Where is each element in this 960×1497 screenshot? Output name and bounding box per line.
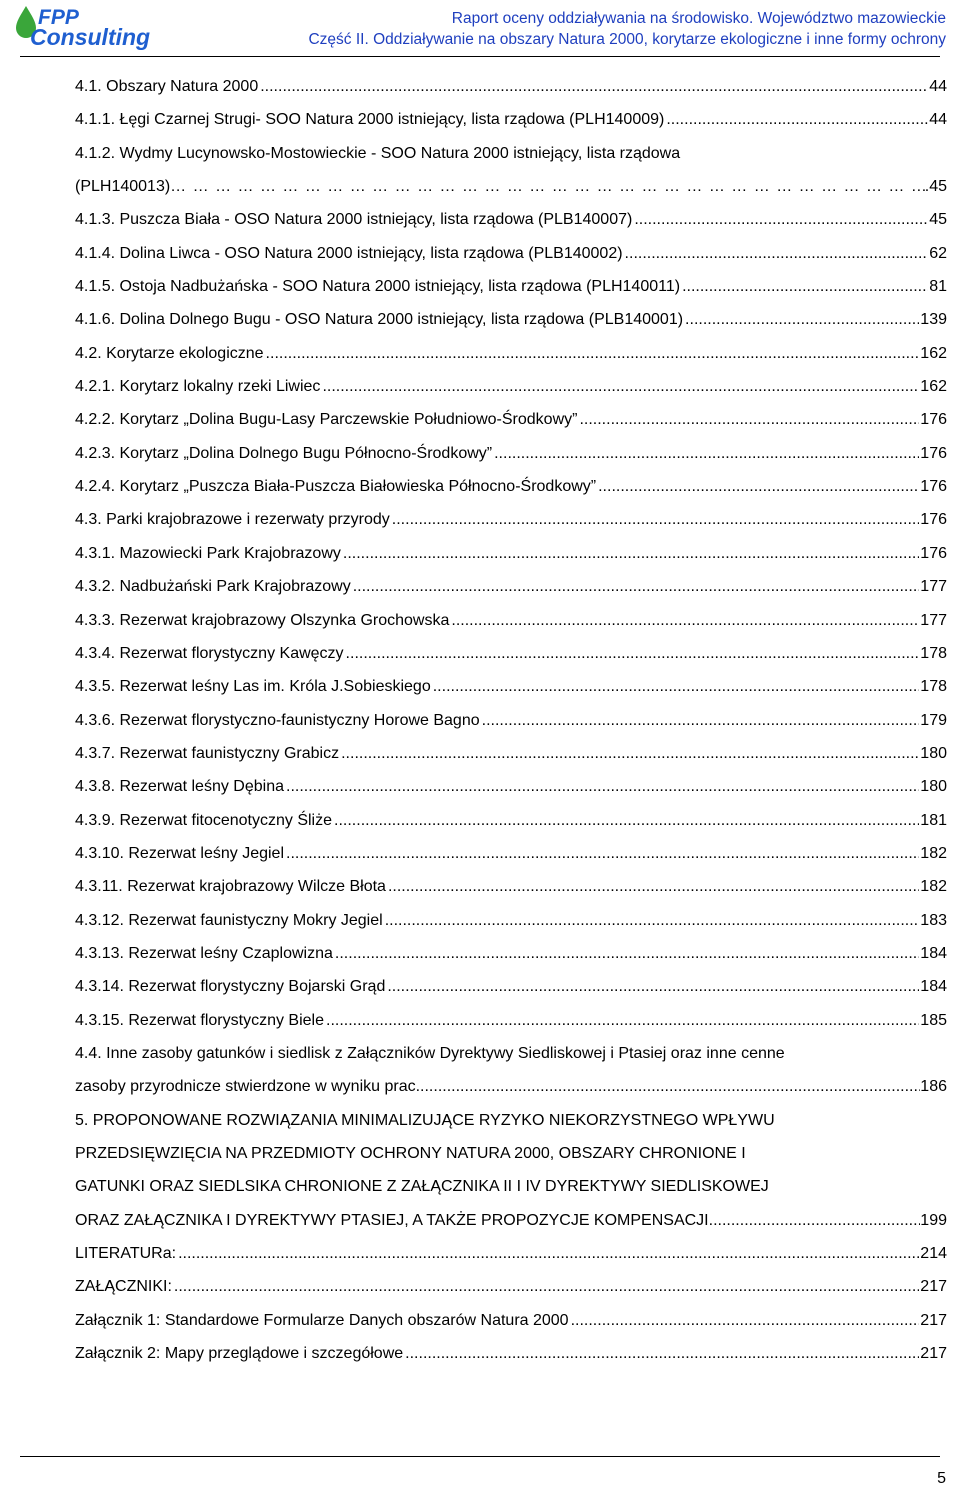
toc-entry[interactable] [75,1276,947,1309]
toc-page-number: 139 [920,311,947,329]
toc-page-number: 178 [920,678,947,696]
toc-entry-title: 4.3. Parki krajobrazowe i rezerwaty przyrody [75,511,390,529]
toc-page-number: 176 [920,411,947,429]
logo-consulting-text: Consulting [30,24,151,50]
toc-dot-leader [451,612,919,630]
toc-entry[interactable] [75,976,947,1009]
toc-dot-leader [387,978,919,996]
toc-page-number: 181 [920,811,947,829]
header-title-line1: Raport oceny oddziaływania na środowisko. Województwo mazowieckie [451,10,946,27]
toc-dot-leader [334,812,919,830]
toc-dot-leader [666,111,928,129]
toc-dot-leader [322,378,919,396]
toc-entry-title: 4.2. Korytarze ekologiczne [75,344,264,362]
toc-page-number: 176 [920,511,947,529]
toc-dot-leader [625,245,929,263]
toc-entry-title: 4.1.2. Wydmy Lucynowsko-Mostowieckie - SOO Natura 2000 istniejący, lista rządowa [75,144,681,162]
toc-entry[interactable] [75,509,947,542]
toc-page-number: 179 [920,711,947,729]
toc-dot-leader [341,745,919,763]
toc-entry-title: 4.3.6. Rezerwat florystyczno-faunistyczny Horowe Bagno [75,711,480,729]
page-number: 5 [937,1470,946,1487]
toc-entry[interactable] [75,1310,947,1343]
toc-entry-title: 4.3.2. Nadbużański Park Krajobrazowy [75,578,351,596]
toc-page-number: 62 [929,244,947,262]
toc-entry[interactable] [75,943,947,976]
toc-entry-title: Załącznik 2: Mapy przeglądowe i szczegółowe [75,1345,404,1363]
toc-entry-title: 4.3.1. Mazowiecki Park Krajobrazowy [75,544,341,562]
toc-entry[interactable] [75,710,947,743]
toc-entry-title: 4.3.13. Rezerwat leśny Czaplowizna [75,944,333,962]
toc-entry-title: 4.1.5. Ostoja Nadbużańska - SOO Natura 2000 istniejący, lista rządowa (PLH140011) [75,278,681,296]
toc-entry-title: 4.1.1. Łęgi Czarnej Strugi- SOO Natura 2000 istniejący, lista rządowa (PLH140009) [75,111,665,129]
toc-entry[interactable] [75,1043,947,1110]
toc-entry[interactable] [75,776,947,809]
toc-entry[interactable] [75,143,947,210]
toc-entry[interactable] [75,343,947,376]
toc-entry-title: 4.2.3. Korytarz „Dolina Dolnego Bugu Północno-Środkowy” [75,444,493,462]
toc-dot-leader [482,712,920,730]
toc-page-number: 185 [920,1011,947,1029]
toc-entry[interactable] [75,443,947,476]
toc-dot-leader [260,78,928,96]
toc-entry-title: 4.3.9. Rezerwat fitocenotyczny Śliże [75,811,333,829]
toc-entry[interactable] [75,610,947,643]
toc-dot-leader [682,278,928,296]
header-title-line2: Część II. Oddziaływanie na obszary Natura 2000, korytarze ekologiczne i inne formy ochrony [308,31,946,48]
toc-entry[interactable] [75,576,947,609]
toc-dot-leader [346,645,920,663]
toc-entry[interactable] [75,1243,947,1276]
toc-page-number: 184 [920,944,947,962]
toc-page-number: 177 [920,611,947,629]
header-divider [20,56,940,57]
toc-entry[interactable] [75,743,947,776]
toc-entry[interactable] [75,1010,947,1043]
toc-entry-title: LITERATURa: [75,1245,177,1263]
toc-entry-title: 4.3.8. Rezerwat leśny Dębina [75,778,284,796]
toc-dot-leader [388,878,919,896]
toc-entry-title: 4.1.6. Dolina Dolnego Bugu - OSO Natura 2000 istniejący, lista rządowa (PLB140001) [75,311,684,329]
toc-entry-title: 4.4. Inne zasoby gatunków i siedlisk z Załączników Dyrektywy Siedliskowej i Ptasiej oraz inne cenne [75,1044,785,1062]
toc-entry[interactable] [75,543,947,576]
toc-dot-leader [598,478,919,496]
toc-entry[interactable] [75,376,947,409]
toc-entry-title: 4.3.15. Rezerwat florystyczny Biele [75,1011,324,1029]
toc-page-number: 180 [920,744,947,762]
toc-entry[interactable] [75,843,947,876]
toc-page-number: 199 [920,1211,947,1229]
toc-dot-leader [392,511,920,529]
toc-entry-title: ZAŁĄCZNIKI: [75,1278,172,1296]
toc-page-number: 176 [920,444,947,462]
toc-page-number: 162 [920,378,947,396]
toc-dot-leader [170,178,925,196]
toc-dot-leader [326,1012,919,1030]
toc-page-number: 184 [920,978,947,996]
toc-entry[interactable] [75,109,947,142]
toc-page-number: 182 [920,878,947,896]
toc-page-number: 217 [920,1278,947,1296]
toc-page-number: 217 [920,1311,947,1329]
toc-entry-title: 4.2.4. Korytarz „Puszcza Biała-Puszcza Białowieska Północno-Środkowy” [75,478,597,496]
toc-entry-title: 4.1. Obszary Natura 2000 [75,78,259,95]
toc-entry[interactable] [75,476,947,509]
toc-page-number: 45 [929,211,947,229]
toc-entry-title: 4.1.3. Puszcza Biała - OSO Natura 2000 istniejący, lista rządowa (PLB140007) [75,211,633,229]
toc-entry-title: 4.3.3. Rezerwat krajobrazowy Olszynka Grochowska [75,611,450,629]
toc-page-number: 182 [920,844,947,862]
toc-entry-title: 4.3.14. Rezerwat florystyczny Bojarski Grąd [75,978,386,996]
toc-dot-leader [494,445,919,463]
toc-page-number: 177 [920,578,947,596]
toc-dot-leader [353,578,920,596]
document-header [308,8,946,50]
toc-entry-title: 4.3.11. Rezerwat krajobrazowy Wilcze Błota [75,878,386,896]
toc-entry[interactable] [75,309,947,342]
toc-entry-title: PRZEDSIĘWZIĘCIA NA PRZEDMIOTY OCHRONY NATURA 2000, OBSZARY CHRONIONE I [75,1145,746,1162]
toc-dot-leader [385,912,920,930]
toc-dot-leader [286,845,919,863]
toc-page-number: 176 [920,478,947,496]
toc-entry[interactable] [75,910,947,943]
toc-entry-title: 4.3.12. Rezerwat faunistyczny Mokry Jegiel [75,911,383,929]
fpp-consulting-logo [12,2,172,50]
toc-page-number: 217 [920,1345,947,1363]
toc-dot-leader [416,1078,921,1096]
toc-page-number: 44 [929,78,947,95]
logo-fpp-text: FPP [38,6,79,29]
toc-entry[interactable] [75,643,947,676]
toc-page-number: 176 [920,544,947,562]
toc-dot-leader [433,678,920,696]
toc-entry[interactable] [75,276,947,309]
toc-entry-title: GATUNKI ORAZ SIEDLSIKA CHRONIONE Z ZAŁĄCZNIKA II I IV DYREKTYWY SIEDLISKOWEJ [75,1178,769,1196]
toc-page-number: 214 [920,1245,947,1263]
toc-page-number: 183 [920,911,947,929]
toc-dot-leader [174,1278,919,1296]
toc-dot-leader [335,945,919,963]
toc-entry-title: ORAZ ZAŁĄCZNIKA I DYREKTYWY PTASIEJ, A TAKŻE PROPOZYCJE KOMPENSACJI [75,1211,709,1229]
toc-page-number: .45 [924,178,947,196]
toc-entry-title: 5. PROPONOWANE ROZWIĄZANIA MINIMALIZUJĄCE RYZYKO NIEKORZYSTNEGO WPŁYWU [75,1111,775,1129]
toc-dot-leader [634,211,928,229]
toc-entry-title: 4.3.5. Rezerwat leśny Las im. Króla J.Sobieskiego [75,678,431,696]
toc-entry[interactable] [75,1343,947,1376]
toc-dot-leader [405,1345,919,1363]
toc-entry[interactable] [75,409,947,442]
toc-dot-leader [266,345,920,363]
toc-dot-leader [178,1245,919,1263]
footer-divider [20,1456,940,1457]
toc-entry[interactable] [75,76,947,109]
toc-page-number: 162 [920,344,947,362]
toc-dot-leader [685,311,919,329]
table-of-contents [75,76,947,1376]
toc-entry-title: Załącznik 1: Standardowe Formularze Danych obszarów Natura 2000 [75,1311,569,1329]
toc-page-number: 178 [920,644,947,662]
toc-entry[interactable] [75,676,947,709]
toc-entry-title: (PLH140013) [75,178,171,196]
toc-entry-title: 4.3.7. Rezerwat faunistyczny Grabicz [75,744,340,762]
toc-entry-title: zasoby przyrodnicze stwierdzone w wyniku prac [75,1078,416,1096]
toc-dot-leader [709,1212,921,1230]
toc-page-number: 180 [920,778,947,796]
toc-entry-title: 4.2.2. Korytarz „Dolina Bugu-Lasy Parczewskie Południowo-Środkowy” [75,411,578,429]
toc-dot-leader [343,545,919,563]
toc-page-number: 44 [929,111,947,129]
toc-entry[interactable] [75,209,947,242]
toc-dot-leader [571,1312,920,1330]
toc-entry[interactable] [75,810,947,843]
toc-page-number: 81 [929,278,947,296]
toc-dot-leader [286,778,919,796]
toc-entry-title: 4.3.4. Rezerwat florystyczny Kawęczy [75,644,344,662]
toc-dot-leader [579,411,919,429]
toc-entry-title: 4.2.1. Korytarz lokalny rzeki Liwiec [75,378,321,396]
toc-entry-title: 4.1.4. Dolina Liwca - OSO Natura 2000 istniejący, lista rządowa (PLB140002) [75,244,623,262]
toc-entry-title: 4.3.10. Rezerwat leśny Jegiel [75,844,284,862]
toc-page-number: 186 [920,1078,947,1096]
toc-entry[interactable] [75,243,947,276]
toc-entry[interactable] [75,1110,947,1243]
toc-entry[interactable] [75,876,947,909]
